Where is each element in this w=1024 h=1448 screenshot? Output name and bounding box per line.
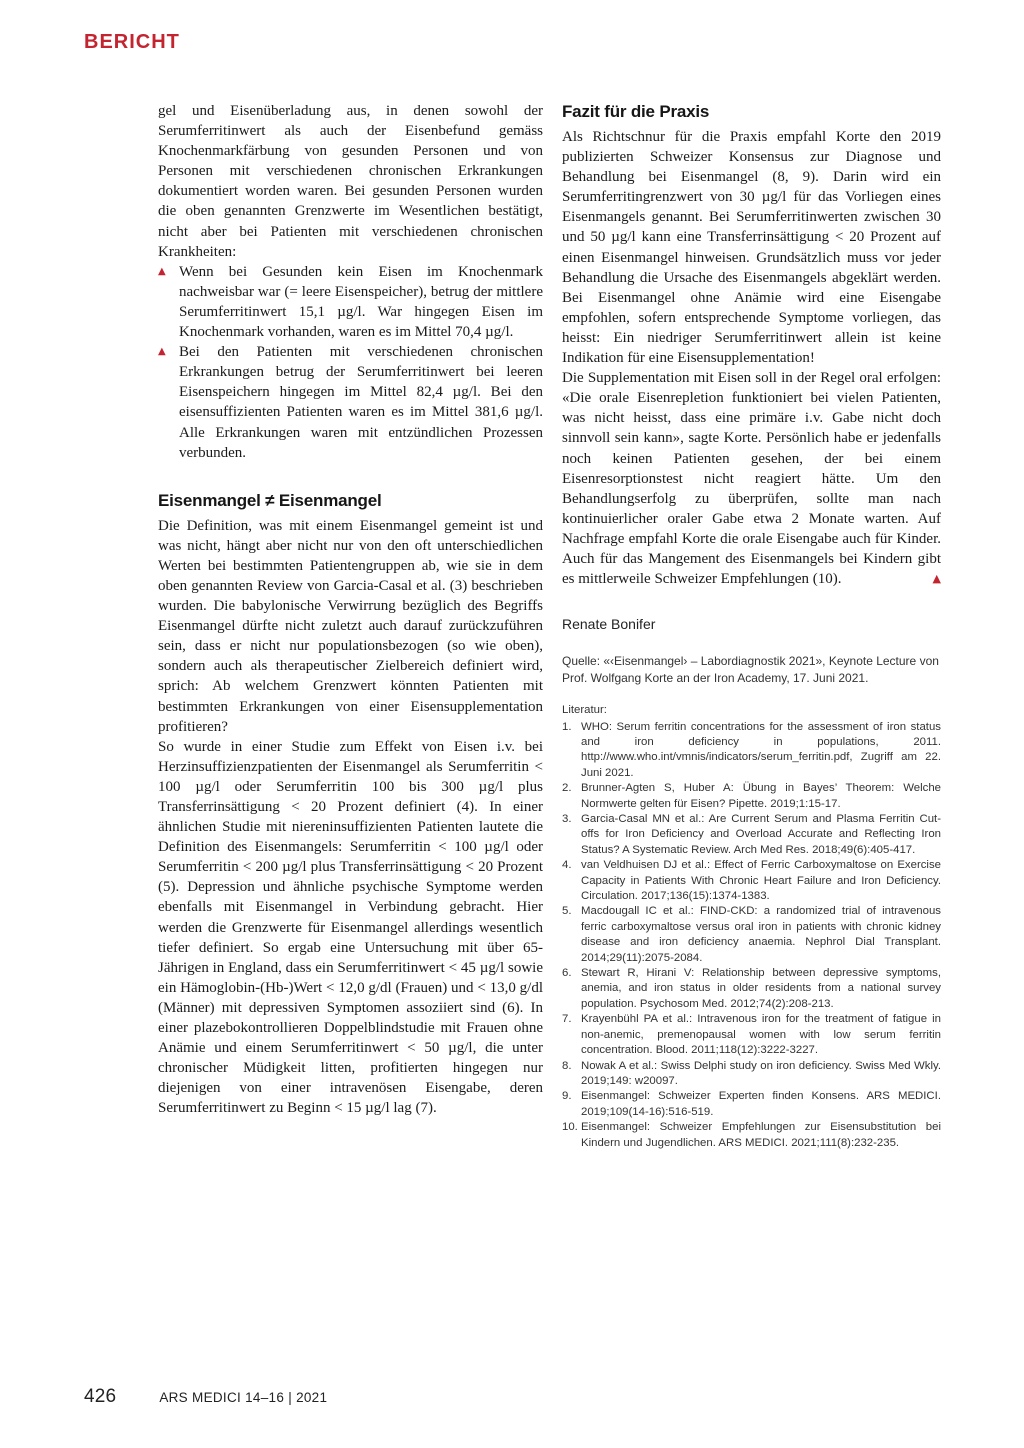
right-column	[562, 101, 941, 1151]
reference-item	[562, 858, 941, 904]
bullet-item	[158, 262, 543, 342]
reference-item	[562, 1120, 941, 1151]
section-kicker: BERICHT	[84, 31, 180, 53]
reference-number: 2.	[562, 782, 572, 795]
page-number: 426	[84, 1386, 117, 1407]
left-column	[158, 101, 543, 1151]
bullet-text: Bei den Patienten mit verschiedenen chronischen Erkrankungen betrug der Serumferritinwert bei leeren Eisenspeichern hingegen im Mittel 82,4 µg/l. Bei den eisensuffizienten Patienten waren es im Mittel 381,6 µg/l. Alle Erkrankungen waren mit entzündlichen Prozessen verbunden.	[179, 344, 543, 461]
bullet-list	[158, 262, 543, 463]
author-name: Renate Bonifer	[562, 616, 656, 633]
reference-text: WHO: Serum ferritin concentrations for the assessment of iron status and iron deficiency in populations, 2011. http://www.who.int/vmnis/indicators/serum_ferritin.pdf, Zugriff am 22. Juni 2021.	[581, 720, 941, 779]
article-end-icon: ▲	[932, 572, 941, 586]
body-paragraph: Als Richtschnur für die Praxis empfahl Korte den 2019 publizierten Schweizer Konsensus zur Diagnose und Behandlung bei Eisenmangel (8, 9). Darin wird ein Serumferritingrenzwert von 30 µg/l für das Vorliegen eines Eisenmangels genannt. Bei Serumferritinwerten zwischen 30 und 50 µg/l kann eine Transferrinsättigung < 20 Prozent auf einen Eisenmangel hinweisen. Grundsätzlich muss vor jeder Behandlung die Ursache des Eisenmangels abgeklärt werden. Bei Eisenmangel ohne Anämie wird eine Eisengabe empfohlen, sofern entsprechende Symptome vorliegen, das heisst: Ein niedriger Serumferritinwert allein ist keine Indikation für eine Eisensupplementation!	[562, 129, 941, 367]
source-note: Quelle: «‹Eisenmangel› – Labordiagnostik 2021», Keynote Lecture von Prof. Wolfgang Korte an der Iron Academy, 17. Juni 2021.	[562, 654, 939, 685]
bullet-item	[158, 342, 543, 463]
reference-item	[562, 781, 941, 812]
journal-issue: ARS MEDICI 14–16 | 2021	[159, 1390, 328, 1405]
reference-text: Krayenbühl PA et al.: Intravenous iron for the treatment of fatigue in non-anemic, premenopausal women with low serum ferritin concentration. Blood. 2011;118(12):3222-3227.	[581, 1013, 941, 1057]
reference-list	[562, 720, 941, 1151]
reference-number: 8.	[562, 1059, 572, 1072]
reference-text: Garcia-Casal MN et al.: Are Current Serum and Plasma Ferritin Cut-offs for Iron Deficiency and Overload Accurate and Reflecting Iron Status? A Systematic Review. Arch Med Res. 2018;49(6):405-417.	[581, 813, 941, 856]
reference-number: 1.	[562, 720, 572, 733]
body-paragraph: So wurde in einer Studie zum Effekt von Eisen i.v. bei Herzinsuffizienzpatienten der Eisenmangel als Serumferritin < 100 µg/l oder Serumferritin 100 bis 300 µg/l plus Transferrinsättigung < 20 Prozent definiert (4). In einer ähnlichen Studie mit niereninsuffizienten Patienten lautete die Definition des Eisenmangels: Serumferritin < 100 µg/l oder Serumferritin < 200 µg/l plus Transferrinsättigung < 20 Prozent (5). Depression und ähnliche psychische Symptome werden ebenfalls mit Eisenmangel in Verbindung gebracht. Hier werden die Grenzwerte für Eisenmangel allerdings wesentlich tiefer definiert. So ergab eine Untersuchung mit über 65-Jährigen in England, dass ein Serumferritinwert < 45 µg/l sowie ein Hämoglobin-(Hb-)Wert < 12,0 g/dl (Frauen) und < 13,0 g/dl (Männer) mit depressiven Symptomen assoziiert sind (6). In einer plazebokontrollieren Doppelblindstudie mit Frauen ohne Anämie und einem Serumferritinwert < 50 µg/l, die unter chronischer Müdigkeit litten, profitierten hingegen nur diejenigen von einer intravenösen Eisengabe, deren Serumferritinwert zu Beginn < 15 µg/l lag (7).	[158, 738, 543, 1117]
bullet-text: Wenn bei Gesunden kein Eisen im Knochenmark nachweisbar war (= leere Eisenspeicher), betrug der mittlere Serumferritinwert 15,1 µg/l. War hingegen Eisen im Knochenmark vorhanden, waren es im Mittel 70,4 µg/l.	[179, 263, 543, 341]
reference-item	[562, 720, 941, 782]
reference-number: 6.	[562, 967, 572, 980]
body-paragraph-text: Die Supplementation mit Eisen soll in der Regel oral erfolgen: «Die orale Eisenrepletion funktioniert bei vielen Patienten, was nicht heisst, dass eine primäre i.v. Gabe nicht doch sinnvoll sein kann», sagte Korte. Persönlich habe er jedenfalls noch keinen Patienten gesehen, der bei einem Eisenresorptionstest nicht reagiert hätte. Um den Behandlungserfolg zu überprüfen, sollte man nach kontinuierlicher oraler Gabe etwa 2 Monate warten. Auf Nachfrage empfahl Korte die orale Eisengabe auch für Kinder. Auch für das Mangement des Eisenmangels bei Kindern gibt es mittlerweile Schweizer Empfehlungen (10).	[562, 370, 941, 588]
reference-text: Brunner-Agten S, Huber A: Übung in Bayes’ Theorem: Welche Normwerte gelten für Eisen? Pipette. 2019;1:15-17.	[581, 782, 941, 810]
reference-text: Eisenmangel: Schweizer Empfehlungen zur Eisensubstitution bei Kindern und Jugendlichen. ARS MEDICI. 2021;111(8):232-235.	[581, 1121, 941, 1149]
section-heading-fazit: Fazit für die Praxis	[562, 102, 710, 121]
reference-text: Stewart R, Hirani V: Relationship between depressive symptoms, anemia, and iron status in older residents from a national survey population. Psychosom Med. 2012;74(2):208-213.	[581, 967, 941, 1010]
reference-text: Eisenmangel: Schweizer Experten finden Konsens. ARS MEDICI. 2019;109(14-16):516-519.	[581, 1090, 941, 1118]
page-footer	[84, 1386, 941, 1408]
reference-text: van Veldhuisen DJ et al.: Effect of Ferric Carboxymaltose on Exercise Capacity in Patients With Chronic Heart Failure and Iron Deficiency. Circulation. 2017;136(15):1374-1383.	[581, 859, 941, 903]
reference-item	[562, 966, 941, 1012]
reference-item	[562, 1012, 941, 1058]
reference-number: 4.	[562, 859, 572, 872]
article-body	[158, 101, 941, 1151]
reference-number: 10.	[562, 1121, 578, 1134]
reference-item	[562, 812, 941, 858]
bullet-triangle-icon: ▲	[158, 346, 166, 358]
body-paragraph: gel und Eisenüberladung aus, in denen sowohl der Serumferritinwert als auch der Eisenbefund gemäss Knochenmarkfärbung von gesunden Personen und von Personen mit verschiedenen chronischen Erkrankungen dokumentiert worden waren. Bei gesunden Personen wurden die oben genannten Grenzwerte im Wesentlichen bestätigt, nicht aber bei Patienten mit verschiedenen chronischen Krankheiten:	[158, 103, 543, 260]
reference-number: 3.	[562, 813, 572, 825]
body-paragraph	[562, 368, 941, 589]
reference-text: Nowak A et al.: Swiss Delphi study on iron deficiency. Swiss Med Wkly. 2019;149: w20097.	[581, 1059, 941, 1087]
reference-item	[562, 904, 941, 966]
body-paragraph: Die Definition, was mit einem Eisenmangel gemeint ist und was nicht, hängt aber nicht nur von den oft unterschiedlichen Werten bei bestimmten Patientengruppen ab, wie sie in dem oben genannten Review von Garcia-Casal et al. (3) beschrieben wurden. Die babylonische Verwirrung bezüglich des Begriffs Eisenmangel dürfte nicht zuletzt auch darauf zurückzuführen sein, dass er nicht nur populationsbezogen (so wie oben), sondern auch als therapeutischer Zielbereich definiert wird, sprich: Ab welchem Grenzwert könnten Patienten mit bestimmten Erkrankungen von einer Eisensupplementation profitieren?	[158, 517, 543, 735]
bullet-triangle-icon: ▲	[158, 265, 166, 277]
reference-item	[562, 1089, 941, 1120]
reference-item	[562, 1059, 941, 1090]
section-heading-eisenmangel: Eisenmangel ≠ Eisenmangel	[158, 490, 382, 510]
reference-number: 5.	[562, 905, 572, 918]
reference-number: 7.	[562, 1013, 572, 1026]
reference-number: 9.	[562, 1090, 572, 1103]
reference-text: Macdougall IC et al.: FIND-CKD: a randomized trial of intravenous ferric carboxymaltose versus oral iron in patients with chronic kidney disease and iron deficiency anaemia. Nephrol Dial Transplant. 2014;29(11):2075-2084.	[581, 905, 941, 964]
literature-heading: Literatur:	[562, 704, 607, 717]
